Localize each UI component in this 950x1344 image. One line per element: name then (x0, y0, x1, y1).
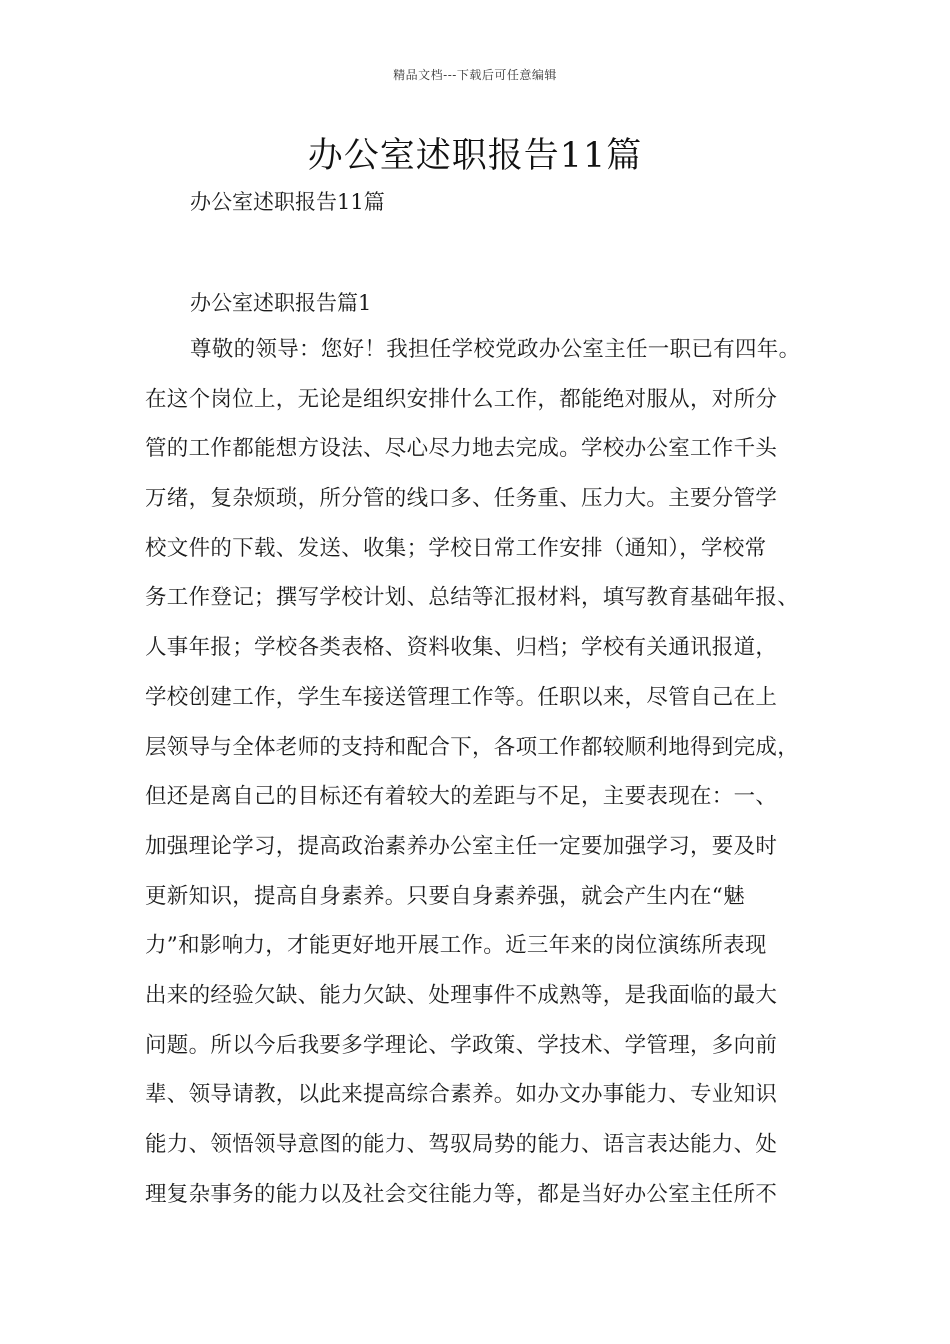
body-line: 力”和影响力，才能更好地开展工作。近三年来的岗位演练所表现 (145, 933, 767, 959)
body-line: 问题。所以今后我要多学理论、学政策、学技术、学管理，多向前 (145, 1032, 778, 1058)
body-line: 务工作登记；撰写学校计划、总结等汇报材料，填写教育基础年报、 (145, 585, 800, 611)
body-line: 辈、领导请教，以此来提高综合素养。如办文办事能力、专业知识 (145, 1082, 778, 1108)
document-subtitle: 办公室述职报告11篇 (190, 190, 385, 214)
body-line: 尊敬的领导：您好！我担任学校党政办公室主任一职已有四年。 (190, 337, 801, 362)
body-line: 能力、领悟领导意图的能力、驾驭局势的能力、语言表达能力、处 (145, 1132, 778, 1157)
body-line: 管的工作都能想方设法、尽心尽力地去完成。学校办公室工作千头 (145, 436, 778, 462)
body-line: 校文件的下载、发送、收集；学校日常工作安排（通知），学校常 (145, 535, 767, 561)
body-line: 但还是离自己的目标还有着较大的差距与不足，主要表现在：一、 (145, 784, 778, 810)
body-line: 层领导与全体老师的支持和配合下，各项工作都较顺利地得到完成， (145, 734, 800, 760)
body-line: 出来的经验欠缺、能力欠缺、处理事件不成熟等，是我面临的最大 (145, 982, 778, 1008)
section-heading: 办公室述职报告篇1 (190, 291, 372, 315)
body-text (145, 334, 845, 1228)
body-line: 更新知识，提高自身素养。只要自身素养强，就会产生内在“魅 (145, 883, 745, 909)
page-header-watermark: 精品文档---下载后可任意编辑 (393, 68, 557, 82)
body-line: 万绪，复杂烦琐，所分管的线口多、任务重、压力大。主要分管学 (145, 486, 778, 512)
body-line: 学校创建工作，学生车接送管理工作等。任职以来，尽管自己在上 (145, 684, 778, 710)
body-line: 加强理论学习，提高政治素养办公室主任一定要加强学习，要及时 (145, 833, 778, 859)
body-line: 人事年报；学校各类表格、资料收集、归档；学校有关通讯报道， (145, 635, 778, 661)
document-title: 办公室述职报告11篇 (307, 136, 643, 176)
body-line: 在这个岗位上，无论是组织安排什么工作，都能绝对服从，对所分 (145, 386, 778, 412)
body-line: 理复杂事务的能力以及社会交往能力等，都是当好办公室主任所不 (145, 1181, 778, 1207)
